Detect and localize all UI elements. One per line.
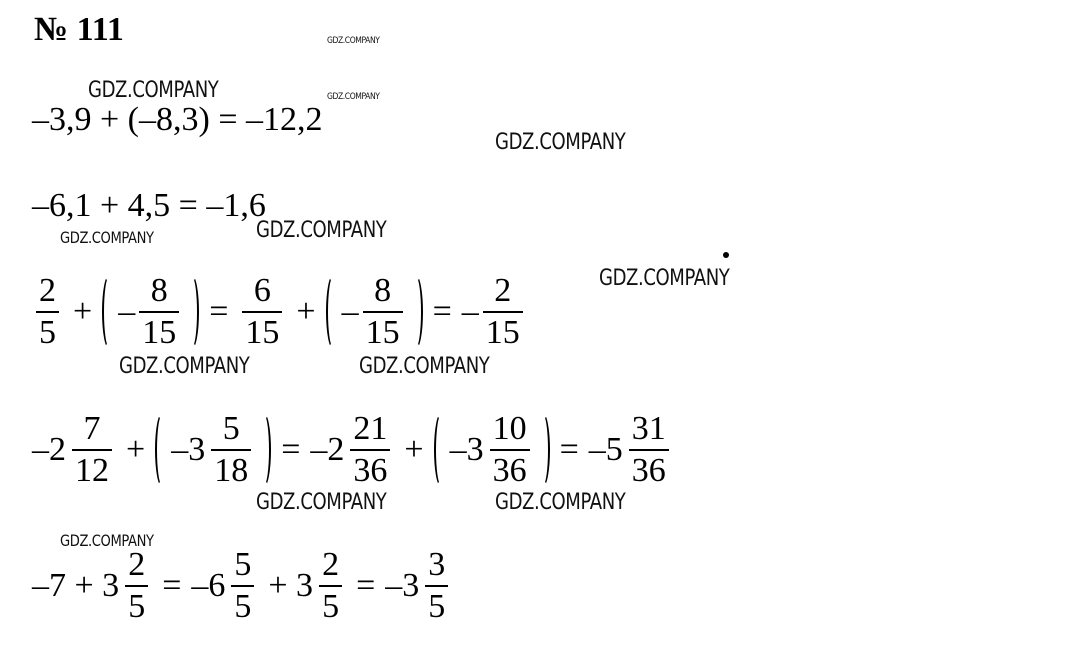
watermark: GDZ.COMPANY xyxy=(495,130,626,155)
denominator: 36 xyxy=(490,449,530,488)
left-paren xyxy=(326,275,340,349)
watermark: GDZ.COMPANY xyxy=(599,266,730,291)
numerator: 8 xyxy=(150,272,168,309)
right-paren xyxy=(185,275,199,349)
denominator: 36 xyxy=(350,449,390,488)
numerator: 2 xyxy=(494,272,512,309)
denominator: 5 xyxy=(125,585,148,624)
fraction xyxy=(490,412,530,488)
equals-sign: = xyxy=(432,293,452,330)
watermark: GDZ.COMPANY xyxy=(88,78,219,103)
right-paren xyxy=(536,413,550,487)
whole-part: –6 xyxy=(191,567,226,604)
whole-part: –2 xyxy=(32,431,66,468)
fraction xyxy=(36,274,59,350)
equals-sign: = xyxy=(559,431,579,468)
numerator: 2 xyxy=(128,546,146,583)
denominator: 36 xyxy=(629,449,669,488)
numerator: 5 xyxy=(234,546,252,583)
denominator: 5 xyxy=(425,585,448,624)
expression-start: –7 + 3 xyxy=(32,567,120,604)
numerator: 6 xyxy=(253,272,271,309)
minus-sign: – xyxy=(118,293,136,330)
equation-3 xyxy=(32,270,527,354)
watermark: GDZ.COMPANY xyxy=(60,531,154,550)
fraction xyxy=(242,274,282,350)
right-paren xyxy=(257,413,271,487)
watermark: GDZ.COMPANY xyxy=(359,354,490,379)
fraction xyxy=(629,412,669,488)
equation-2 xyxy=(32,184,266,228)
equation-5 xyxy=(32,546,452,626)
denominator: 5 xyxy=(231,585,254,624)
watermark: GDZ.COMPANY xyxy=(256,218,387,243)
fraction xyxy=(125,548,148,624)
whole-part: –3 xyxy=(171,431,206,468)
watermark: GDZ.COMPANY xyxy=(119,354,250,379)
whole-part: –2 xyxy=(310,431,345,468)
numerator: 10 xyxy=(492,410,527,447)
watermark: GDZ.COMPANY xyxy=(495,490,626,515)
right-paren xyxy=(409,275,423,349)
fraction xyxy=(350,412,390,488)
equals-sign: = xyxy=(281,431,301,468)
numerator: 2 xyxy=(322,546,340,583)
fraction xyxy=(211,412,251,488)
denominator: 15 xyxy=(139,311,179,350)
left-paren xyxy=(102,275,116,349)
watermark: GDZ.COMPANY xyxy=(327,92,380,102)
problem-number: № 111 xyxy=(34,11,124,48)
numerator: 21 xyxy=(353,410,388,447)
left-paren xyxy=(155,413,169,487)
equals-sign: = xyxy=(356,567,376,604)
fraction xyxy=(139,274,179,350)
equation-2-text: –6,1 + 4,5 = –1,6 xyxy=(32,187,266,224)
operator: + xyxy=(404,431,424,468)
stray-dot xyxy=(723,252,729,258)
fraction xyxy=(363,274,403,350)
operator: + xyxy=(73,293,93,330)
numerator: 7 xyxy=(83,410,101,447)
minus-sign: – xyxy=(341,293,359,330)
denominator: 15 xyxy=(363,311,403,350)
equation-4 xyxy=(32,408,673,492)
denominator: 18 xyxy=(211,449,251,488)
denominator: 15 xyxy=(483,311,523,350)
equals-sign: = xyxy=(209,293,229,330)
whole-part: –3 xyxy=(449,431,484,468)
numerator: 3 xyxy=(428,546,446,583)
fraction xyxy=(72,412,112,488)
numerator: 5 xyxy=(222,410,240,447)
fraction xyxy=(425,548,448,624)
watermark: GDZ.COMPANY xyxy=(256,490,387,515)
left-paren xyxy=(434,413,448,487)
minus-sign: – xyxy=(461,293,479,330)
watermark: GDZ.COMPANY xyxy=(327,36,380,46)
denominator: 15 xyxy=(242,311,282,350)
equation-1 xyxy=(32,98,323,142)
equals-sign: = xyxy=(162,567,182,604)
numerator: 31 xyxy=(631,410,666,447)
operator: + xyxy=(126,431,146,468)
whole-part: –3 xyxy=(385,567,420,604)
fraction xyxy=(483,274,523,350)
equation-1-text: –3,9 + (–8,3) = –12,2 xyxy=(32,101,323,138)
denominator: 12 xyxy=(72,449,112,488)
fraction xyxy=(319,548,342,624)
denominator: 5 xyxy=(36,311,59,350)
numerator: 2 xyxy=(39,272,56,309)
fraction xyxy=(231,548,254,624)
denominator: 5 xyxy=(319,585,342,624)
operator: + xyxy=(296,293,316,330)
numerator: 8 xyxy=(374,272,392,309)
watermark: GDZ.COMPANY xyxy=(60,228,154,247)
expression-part: + 3 xyxy=(268,567,314,604)
whole-part: –5 xyxy=(588,431,623,468)
